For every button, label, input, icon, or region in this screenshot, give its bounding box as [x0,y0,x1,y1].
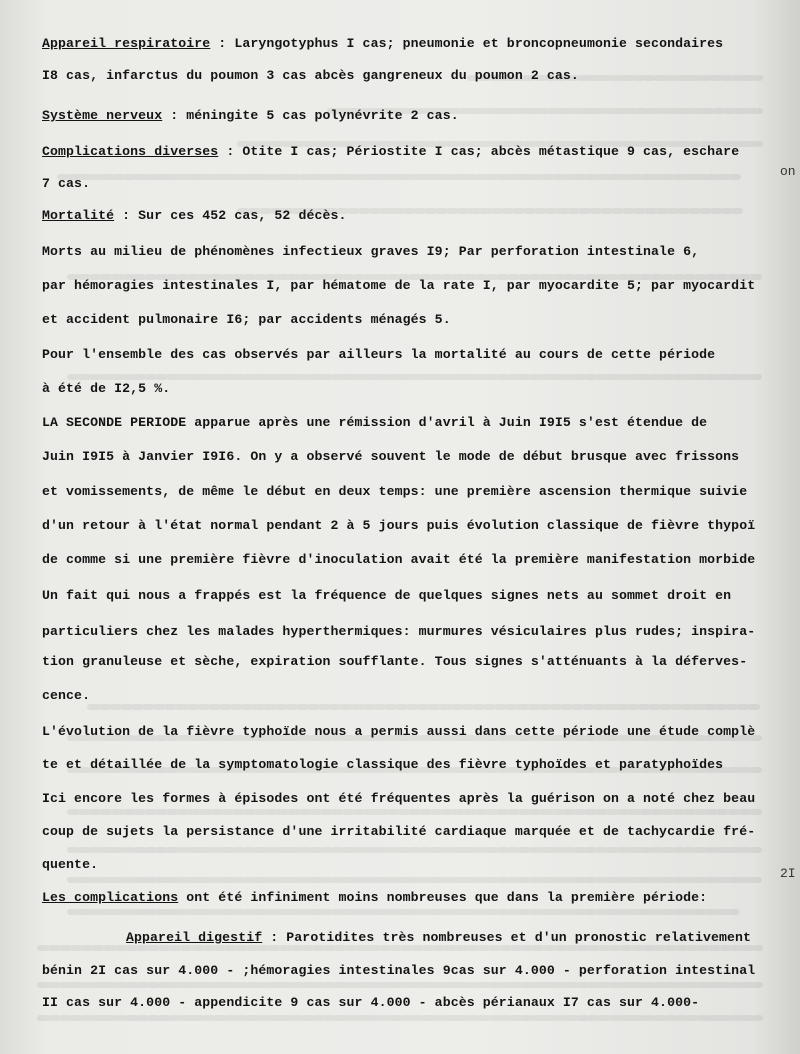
line-text: II cas sur 4.000 - appendicite 9 cas sur 4.000 - abcès périanaux I7 cas sur 4.000- [42,995,700,1010]
line-text: à été de I2,5 %. [42,381,171,396]
text-line [42,484,747,499]
line-text: : Parotidites très nombreuses et d'un pronostic relativement [262,930,752,945]
line-text: de comme si une première fièvre d'inoculation avait été la première manifestation morbide [42,552,756,567]
text-line [42,963,755,978]
text-line [42,624,755,639]
line-text: ont été infiniment moins nombreuses que dans la première période: [178,890,708,905]
line-text: Ici encore les formes à épisodes ont été fréquentes après la guérison on a noté chez beau [42,791,756,806]
text-line [42,588,731,603]
text-line [42,930,751,945]
line-text: te et détaillée de la symptomatologie classique des fièvre typhoïdes et paratyphoïdes [42,757,724,772]
line-text: Pour l'ensemble des cas observés par ailleurs la mortalité au cours de cette période [42,347,716,362]
line-text: : méningite 5 cas polynévrite 2 cas. [162,108,459,123]
line-text: I8 cas, infarctus du poumon 3 cas abcès gangreneux du poumon 2 cas. [42,68,579,83]
text-line [42,995,699,1010]
line-text: : Laryngotyphus I cas; pneumonie et broncopneumonie secondaires [210,36,724,51]
text-line [42,244,699,259]
text-line [42,312,451,327]
text-line [42,449,739,464]
margin-mark-1: on [780,164,796,179]
text-line [42,278,755,293]
line-text: Juin I9I5 à Janvier I9I6. On y a observé souvent le mode de début brusque avec frissons [42,449,740,464]
line-text: particuliers chez les malades hyperthermiques: murmures vésiculaires plus rudes; inspira- [42,624,756,639]
line-text: et vomissements, de même le début en deux temps: une première ascension thermique suivie [42,484,748,499]
text-line [42,824,755,839]
section-heading: Les complications [42,890,179,905]
text-line [42,144,739,159]
text-line [42,347,715,362]
line-text: L'évolution de la fièvre typhoïde nous a permis aussi dans cette période une étude complè [42,724,756,739]
line-text: et accident pulmonaire I6; par accidents ménagés 5. [42,312,451,327]
section-heading: Appareil respiratoire [42,36,211,51]
text-line [42,208,347,223]
section-heading: Complications diverses [42,144,219,159]
text-line [42,381,170,396]
text-line [42,890,707,905]
section-heading: Appareil digestif [126,930,263,945]
text-line [42,757,723,772]
line-text: d'un retour à l'état normal pendant 2 à 5 jours puis évolution classique de fièvre thypoï [42,518,756,533]
text-line [42,688,90,703]
line-text: par hémoragies intestinales I, par hématome de la rate I, par myocardite 5; par myocardit [42,278,756,293]
text-line [42,176,90,191]
line-text: cence. [42,688,91,703]
line-text: 7 cas. [42,176,91,191]
section-heading: Mortalité [42,208,115,223]
text-line [42,518,755,533]
text-line [42,791,755,806]
text-line [42,108,459,123]
section-heading: Système nerveux [42,108,163,123]
margin-mark-2: 2I [780,866,796,881]
text-line [42,857,98,872]
text-line [42,654,747,669]
line-text: coup de sujets la persistance d'une irritabilité cardiaque marquée et de tachycardie fré- [42,824,756,839]
line-text: Morts au milieu de phénomènes infectieux graves I9; Par perforation intestinale 6, [42,244,700,259]
text-line [42,68,579,83]
line-text: : Sur ces 452 cas, 52 décès. [114,208,347,223]
text-line [42,415,707,430]
line-text: LA SECONDE PERIODE apparue après une rémission d'avril à Juin I9I5 s'est étendue de [42,415,708,430]
line-text: quente. [42,857,99,872]
text-line [42,36,723,51]
line-text: bénin 2I cas sur 4.000 - ;hémoragies intestinales 9cas sur 4.000 - perforation intestinal [42,963,756,978]
text-line [42,724,755,739]
text-line [42,552,755,567]
line-text: tion granuleuse et sèche, expiration soufflante. Tous signes s'atténuants à la déferves- [42,654,748,669]
line-text: : Otite I cas; Périostite I cas; abcès métastique 9 cas, eschare [218,144,740,159]
line-text: Un fait qui nous a frappés est la fréquence de quelques signes nets au sommet droit en [42,588,732,603]
